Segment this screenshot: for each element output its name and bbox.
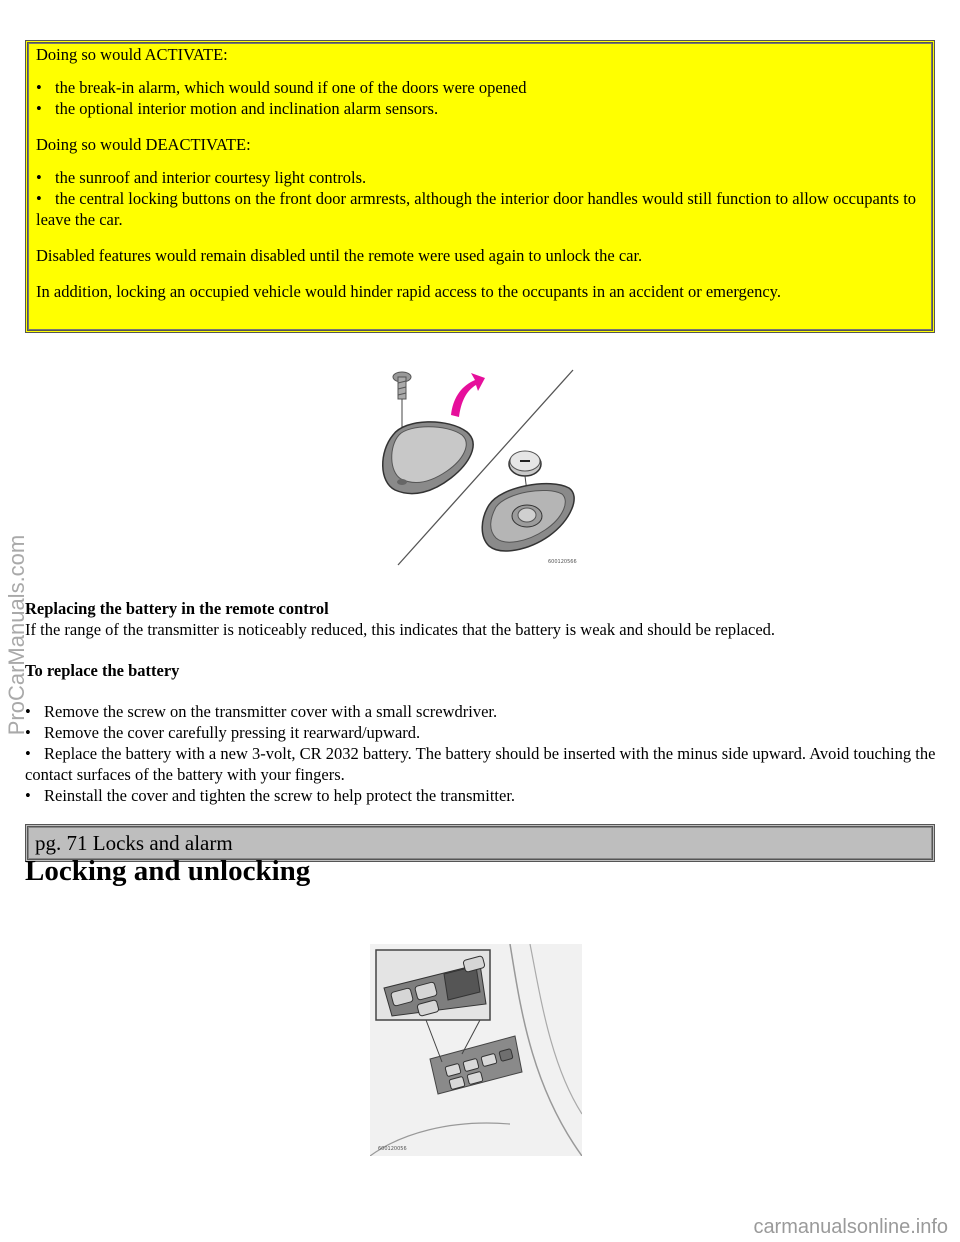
replace-steps — [25, 701, 945, 806]
page-title: Locking and unlocking — [25, 855, 311, 887]
side-watermark: ProCarManuals.com — [4, 534, 29, 736]
battery-section — [25, 598, 945, 640]
replace-subheading: To replace the battery — [25, 661, 180, 680]
warning-box — [25, 40, 935, 333]
footer-watermark: carmanualsonline.info — [753, 1216, 948, 1238]
transmitter-cover — [383, 422, 473, 494]
replace-step: • Replace the battery with a new 3-volt, CR 2032 battery. The battery should be inserted with the minus side upward. Avoid touching the contact surfaces of the battery with your fingers. — [25, 743, 945, 785]
activate-list — [36, 77, 924, 119]
activate-item: • the optional interior motion and inclination alarm sensors. — [36, 98, 924, 119]
battery-heading: Replacing the battery in the remote control — [25, 599, 329, 618]
figure-code: 600120056 — [378, 1146, 407, 1152]
section-header: pg. 71 Locks and alarm — [25, 824, 935, 862]
disabled-paragraph: Disabled features would remain disabled until the remote were used again to unlock the car. — [36, 246, 643, 265]
door-lock-buttons-illustration — [370, 944, 582, 1156]
deactivate-item: • the sunroof and interior courtesy light controls. — [36, 167, 924, 188]
deactivate-item: • the central locking buttons on the front door armrests, although the interior door handles would still function to allow occupants to leave the car. — [36, 188, 924, 230]
activate-item: • the break-in alarm, which would sound if one of the doors were opened — [36, 77, 924, 98]
transmitter-base — [482, 484, 574, 551]
deactivate-intro: Doing so would DEACTIVATE: — [36, 135, 251, 154]
rotate-arrow-icon — [451, 373, 485, 417]
addition-paragraph: In addition, locking an occupied vehicle would hinder rapid access to the occupants in an accident or emergency. — [36, 282, 781, 301]
figure-code: 600120566 — [548, 559, 577, 565]
deactivate-list — [36, 167, 924, 230]
battery-intro: If the range of the transmitter is noticeably reduced, this indicates that the battery is weak and should be replaced. — [25, 620, 776, 639]
replace-step: • Reinstall the cover and tighten the screw to help protect the transmitter. — [25, 785, 945, 806]
replace-step: • Remove the cover carefully pressing it rearward/upward. — [25, 722, 945, 743]
replace-step: • Remove the screw on the transmitter cover with a small screwdriver. — [25, 701, 945, 722]
remote-battery-illustration — [365, 360, 595, 570]
activate-intro: Doing so would ACTIVATE: — [36, 45, 228, 64]
replace-subheading-wrap — [25, 660, 945, 681]
